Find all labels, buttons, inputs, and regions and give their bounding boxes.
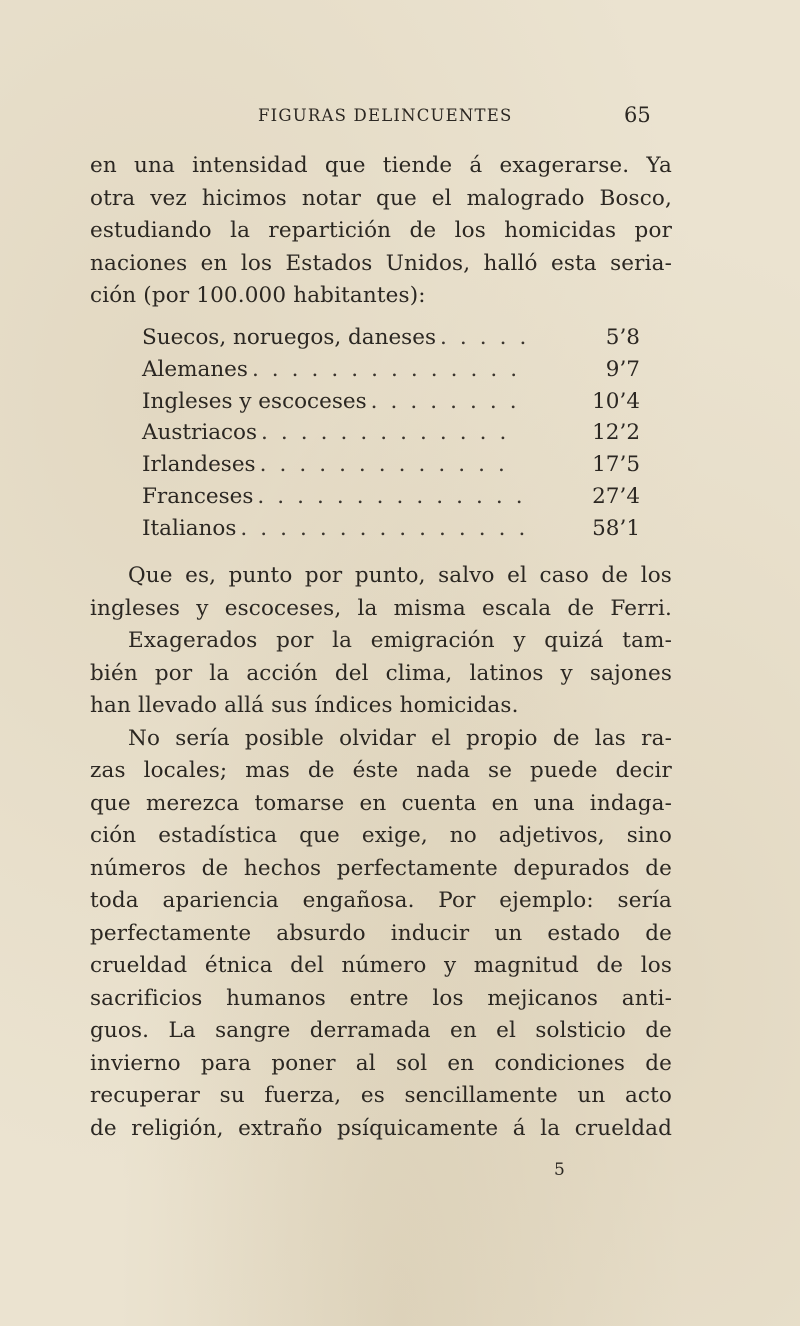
nation-label: Austriacos	[142, 420, 258, 446]
text-line: ción (por 100.000 habitantes):	[90, 283, 426, 308]
text-line: ingleses y escoceses, la misma escala de Ferri.	[90, 595, 672, 621]
signature-mark: 5	[554, 1160, 565, 1180]
text-line: No sería posible olvidar el propio de las ra-	[128, 725, 672, 751]
dot-leader: . . . . . . . . . . . . . .	[257, 483, 526, 509]
dot-leader: . . . . . . . . . . . . .	[259, 452, 508, 478]
homicide-rate: 12’2	[592, 420, 640, 446]
table-row	[142, 481, 640, 513]
nation-label: Irlandeses	[142, 452, 256, 478]
homicide-rate-table	[142, 322, 640, 545]
text-line: Que es, punto por punto, salvo el caso de los	[128, 563, 672, 588]
table-row	[142, 449, 640, 481]
body-text	[90, 560, 672, 1145]
dot-leader: . . . . .	[439, 325, 530, 350]
dot-leader: . . . . . . . . . . . . . .	[251, 356, 521, 382]
dot-leader: . . . . . . . . . . . . .	[261, 420, 510, 446]
table-row	[142, 513, 640, 545]
text-line: de religión, extraño psíquicamente á la crueldad	[90, 1115, 672, 1141]
nation-label: Franceses	[142, 483, 254, 509]
homicide-rate: 9’7	[605, 356, 640, 382]
text-line: estudiando la repartición de los homicidas por	[90, 218, 672, 243]
text-line: ción estadística que exige, no adjetivos, sino	[90, 823, 672, 848]
text-line: naciones en los Estados Unidos, halló esta seria-	[90, 250, 672, 276]
table-row	[142, 354, 640, 386]
text-line: han llevado allá sus índices homicidas.	[90, 693, 519, 718]
text-line: en una intensidad que tiende á exagerarse. Ya	[90, 153, 672, 178]
text-line: números de hechos perfectamente depurados de	[90, 855, 672, 881]
text-line: recuperar su fuerza, es sencillamente un acto	[90, 1083, 672, 1108]
text-line: que merezca tomarse en cuenta en una indaga-	[90, 790, 672, 816]
homicide-rate: 58’1	[592, 515, 640, 541]
text-line: sacrificios humanos entre los mejicanos anti-	[90, 985, 672, 1011]
text-line: zas locales; mas de éste nada se puede decir	[90, 758, 672, 783]
homicide-rate: 10’4	[592, 388, 640, 414]
dot-leader: . . . . . . . .	[370, 388, 520, 414]
intro-paragraph	[90, 150, 672, 313]
homicide-rate: 17’5	[592, 452, 640, 478]
table-row	[142, 322, 640, 354]
table-row	[142, 386, 640, 418]
nation-label: Suecos, noruegos, daneses	[142, 325, 436, 350]
dot-leader: . . . . . . . . . . . . . . .	[240, 515, 529, 541]
text-line: crueldad étnica del número y magnitud de los	[90, 953, 672, 978]
nation-label: Alemanes	[142, 356, 248, 382]
text-line: invierno para poner al sol en condiciones de	[90, 1050, 672, 1076]
text-line: perfectamente absurdo inducir un estado de	[90, 920, 672, 946]
running-title: FIGURAS DELINCUENTES	[258, 106, 513, 125]
nation-label: Italianos	[142, 515, 237, 541]
homicide-rate: 27’4	[592, 483, 640, 509]
homicide-rate: 5’8	[605, 325, 640, 350]
text-line: Exagerados por la emigración y quizá tam-	[128, 628, 672, 653]
text-line: guos. La sangre derramada en el solsticio de	[90, 1018, 672, 1043]
text-line: toda apariencia engañosa. Por ejemplo: sería	[90, 888, 672, 913]
running-head	[258, 103, 658, 136]
page-number: 65	[624, 103, 651, 127]
text-line: bién por la acción del clima, latinos y sajones	[90, 660, 672, 686]
text-line: otra vez hicimos notar que el malogrado Bosco,	[90, 185, 672, 211]
nation-label: Ingleses y escoceses	[142, 388, 367, 414]
table-row	[142, 417, 640, 449]
